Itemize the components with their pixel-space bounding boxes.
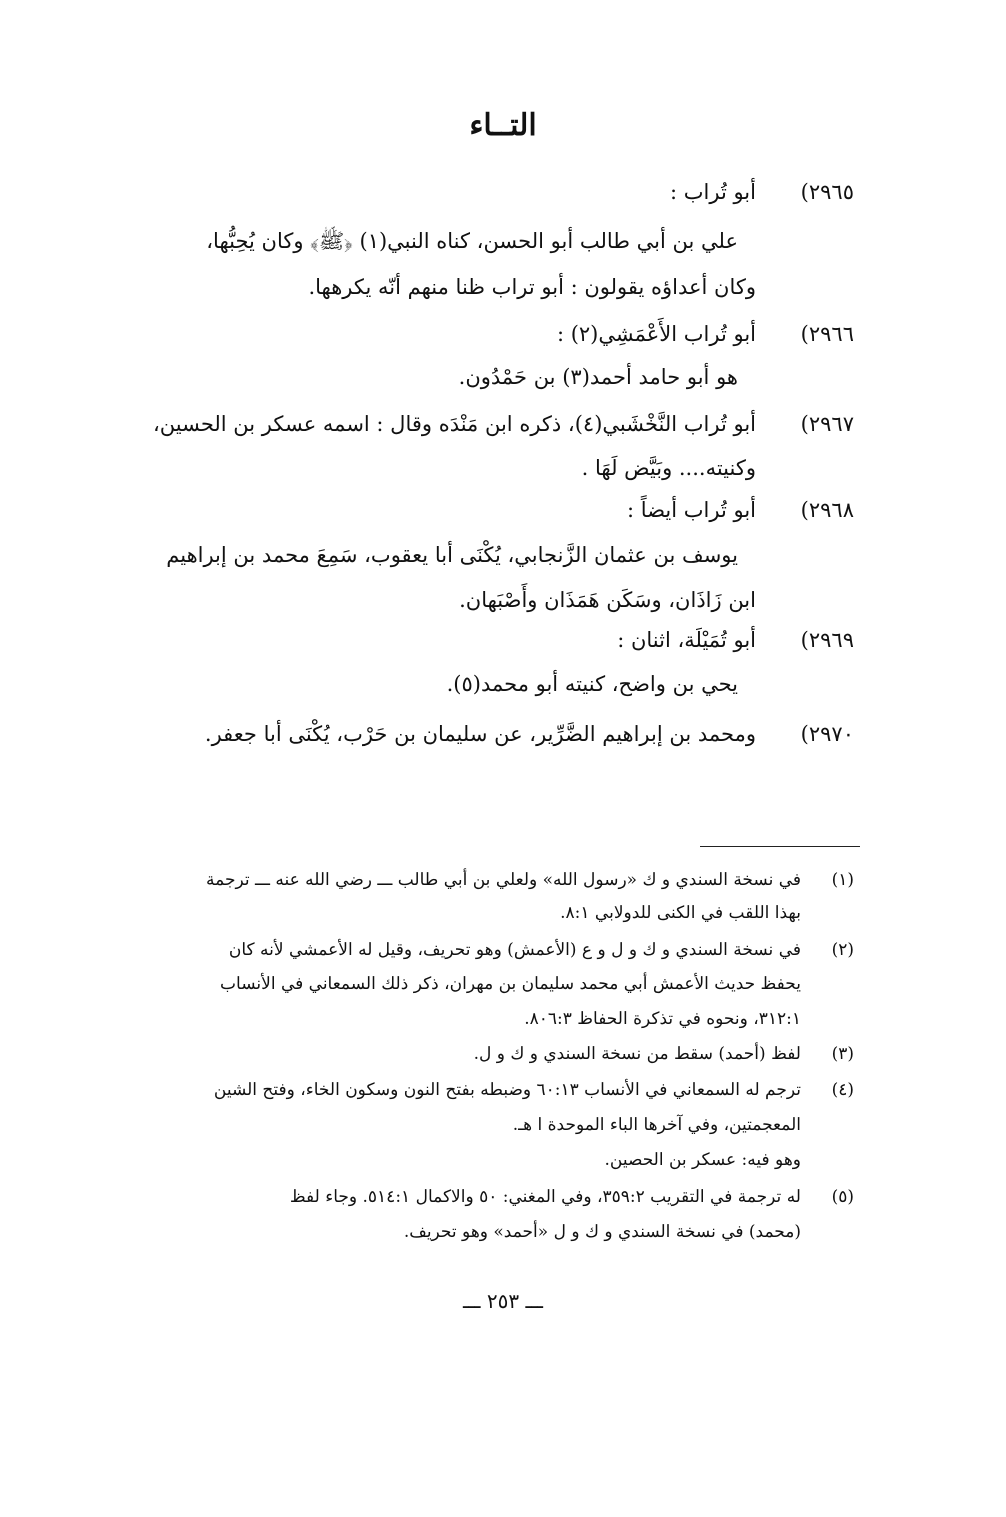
entry-number: ٢٩٧٠) bbox=[800, 722, 854, 746]
footnote-number: (١) bbox=[831, 870, 854, 890]
entry-number: ٢٩٦٩) bbox=[800, 628, 854, 652]
page-number: ـــ ٢٥٣ ـــ bbox=[462, 1289, 544, 1313]
entry-text-line: وكان أعداؤه يقولون : أبو تراب ظنا منهم أنّه يكرهها. bbox=[308, 275, 756, 299]
footnote-line: (محمد) في نسخة السندي و ك و ل «أحمد» وهو تحريف. bbox=[403, 1222, 801, 1242]
footnote-line: في نسخة السندي و ك «رسول الله» ولعلي بن أبي طالب ـــ رضي الله عنه ـــ ترجمة bbox=[206, 870, 801, 890]
entry-number: ٢٩٦٦) bbox=[800, 322, 854, 346]
entry-number: ٢٩٦٧) bbox=[800, 412, 854, 436]
footnote-line: بهذا اللقب في الكنى للدولابي ٨:١. bbox=[560, 903, 801, 923]
footnote-number: (٤) bbox=[831, 1080, 854, 1100]
footnote-line: لفظ (أحمد) سقط من نسخة السندي و ك و ل. bbox=[473, 1044, 801, 1064]
entry-head: أبو تُراب أيضاً : bbox=[627, 498, 756, 522]
page-heading: التــاء bbox=[469, 108, 537, 143]
entry-head: أبو تُمَيْلَة، اثنان : bbox=[617, 628, 756, 652]
entry-head: أبو تُراب النَّخْشَبي(٤)، ذكره ابن مَنْدَه وقال : اسمه عسكر بن الحسين، bbox=[153, 412, 756, 436]
entry-text-line: يوسف بن عثمان الزَّنجابي، يُكْنَى أبا يعقوب، سَمِعَ محمد بن إبراهيم bbox=[166, 543, 738, 567]
footnote-line: المعجمتين، وفي آخرها الباء الموحدة ا هـ. bbox=[512, 1115, 801, 1135]
footnote-line: ترجم له السمعاني في الأنساب ٦٠:١٣ وضبطه بفتح النون وسكون الخاء، وفتح الشين bbox=[213, 1080, 801, 1100]
footnote-number: (٥) bbox=[831, 1187, 854, 1207]
entry-text-line: يحي بن واضح، كنيته أبو محمد(٥). bbox=[446, 672, 738, 696]
entry-number: ٢٩٦٨) bbox=[800, 498, 854, 522]
footnote-number: (٣) bbox=[831, 1044, 854, 1064]
footnote-number: (٢) bbox=[831, 940, 854, 960]
entry-text-line: ابن زَاذَان، وسَكَن هَمَذَان وأَصْبَهان. bbox=[459, 588, 756, 612]
entry-head: ومحمد بن إبراهيم الضَّرِّير، عن سليمان بن حَرْب، يُكْنَى أبا جعفر. bbox=[204, 722, 756, 746]
entry-number: ٢٩٦٥) bbox=[800, 180, 854, 204]
entry-head: أبو تُراب : bbox=[670, 180, 756, 204]
footnote-line: يحفظ حديث الأعمش أبي محمد سليمان بن مهران، ذكر ذلك السمعاني في الأنساب bbox=[220, 974, 801, 994]
footnote-line: ٣١٢:١، ونحوه في تذكرة الحفاظ ٨٠٦:٣. bbox=[524, 1009, 801, 1029]
footnote-separator bbox=[700, 846, 860, 847]
footnote-line: وهو فيه: عسكر بن الحصين. bbox=[604, 1150, 801, 1170]
footnote-line: في نسخة السندي و ك و ل و ع (الأعمش) وهو تحريف، وقيل له الأعمشي لأنه كان bbox=[228, 940, 801, 960]
entry-head: أبو تُراب الأَعْمَشِي(٢) : bbox=[556, 322, 756, 346]
entry-text-line: هو أبو حامد أحمد(٣) بن حَمْدُون. bbox=[458, 365, 738, 389]
entry-text-line: وكنيته.... وبَيَّض لَهَا . bbox=[581, 456, 756, 480]
footnote-line: له ترجمة في التقريب ٣٥٩:٢، وفي المغني: ٥٠ والاكمال ٥١٤:١. وجاء لفظ bbox=[289, 1187, 801, 1207]
entry-text-line: علي بن أبي طالب أبو الحسن، كناه النبي(١) ﴿ﷺ﴾ وكان يُحِبُّها، bbox=[206, 229, 738, 253]
